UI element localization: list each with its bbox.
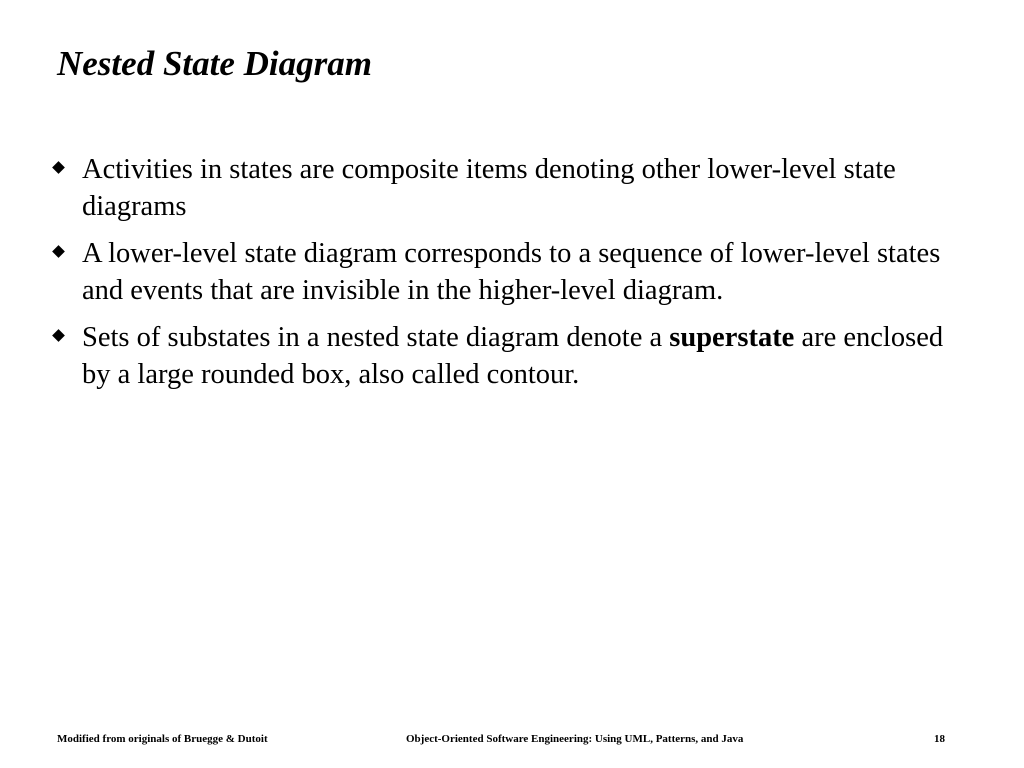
bullet-text-after: are enclosed by a large rounded box, also called contour. bbox=[82, 322, 944, 390]
bullet-text: Activities in states are composite items denoting other lower-level state diagrams bbox=[82, 154, 896, 222]
page-number: 18 bbox=[934, 733, 945, 745]
diamond-bullet-icon bbox=[52, 245, 65, 258]
footer-book-title: Object-Oriented Software Engineering: Using UML, Patterns, and Java bbox=[406, 733, 744, 745]
bullet-text: A lower-level state diagram corresponds to a sequence of lower-level states and events that are invisible in the higher-level diagram. bbox=[82, 238, 941, 306]
bullet-item bbox=[50, 151, 950, 225]
bullet-text-before: Sets of substates in a nested state diagram denote a bbox=[82, 322, 670, 353]
bullet-list bbox=[50, 151, 950, 403]
footer-attribution: Modified from originals of Bruegge & Dutoit bbox=[57, 733, 268, 745]
superstate-term: superstate bbox=[669, 322, 795, 353]
bullet-item bbox=[50, 235, 950, 309]
diamond-bullet-icon bbox=[52, 329, 65, 342]
slide-title: Nested State Diagram bbox=[57, 44, 372, 83]
bullet-item bbox=[50, 319, 950, 393]
diamond-bullet-icon bbox=[52, 161, 65, 174]
